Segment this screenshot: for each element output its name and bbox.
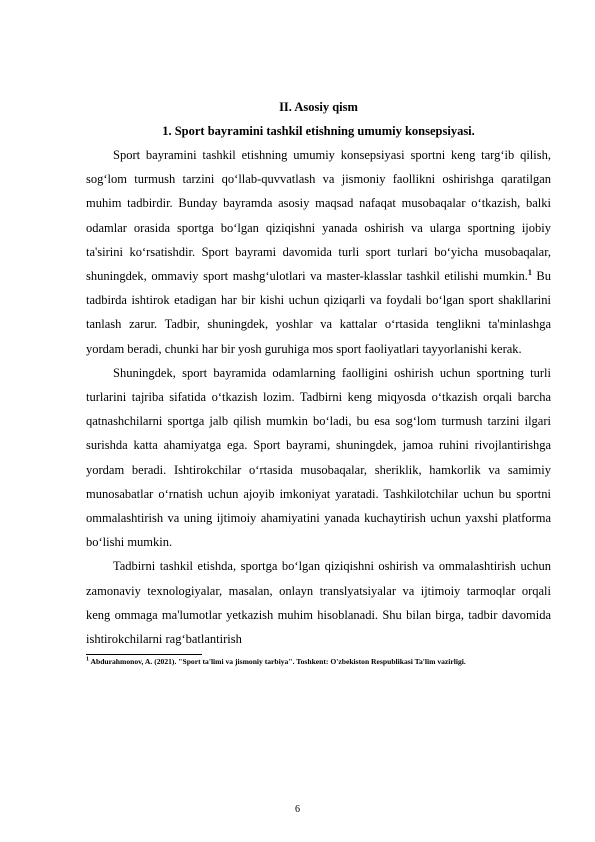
paragraph-1-continuation: Bu tadbirda ishtirok etadigan har bir kishi uchun qiziqarli va foydali bo‘lgan sport shakllarini tanlash zarur. Tadbir, shuningdek, yoshlar va kattalar o‘rtasida tenglikni ta'minlashga yordam beradi, chunki har bir yosh guruhiga mos sport faoliyatlari tayyorlanishi kerak. — [86, 269, 551, 356]
page-number: 6 — [295, 804, 300, 815]
paragraph-1 — [86, 143, 551, 361]
footnote-mark: 1 — [86, 656, 89, 663]
footnote-reference[interactable]: 1 — [527, 267, 532, 277]
paragraph-1-text: Sport bayramini tashkil etishning umumiy konsepsiyasi sportni keng targ‘ib qilish, sog‘lom turmush tarzini qo‘llab-quvvatlash va jismoniy faollikni oshirishga qaratilgan muhim tadbirdir. Bunday bayramda asosiy maqsad nafaqat musobaqalar o‘tkazish, balki odamlar orasida sportga bo‘lgan qiziqishni yanada oshirish va ularga sportning ijobiy ta'sirini ko‘rsatishdir. Sport bayrami davomida turli sport turlari bo‘yicha musobaqalar, shuningdek, ommaviy sport mashg‘ulotlari va master-klasslar tashkil etilishi mumkin. — [86, 148, 551, 284]
part-title: II. Asosiy qism — [279, 100, 358, 114]
footnote — [86, 655, 551, 669]
paragraph-2: Shuningdek, sport bayramida odamlarning faolligini oshirish uchun sportning turli turlarini tajriba sifatida o‘tkazish lozim. Tadbirni keng miqyosda o‘tkazish orqali barcha qatnashchilarni sportga jalb qilish mumkin bo‘ladi, bu esa sog‘lom turmush tarzini ilgari surishda katta ahamiyatga ega. Sport bayrami, shuningdek, jamoa ruhini rivojlantirishga yordam beradi. Ishtirokchilar o‘rtasida musobaqalar, sheriklik, hamkorlik va samimiy munosabatlar o‘rnatish uchun ajoyib imkoniyat yaratadi. Tashkilotchilar uchun bu sportni ommalashtirish va uning ijtimoiy ahamiyatini yanada kuchaytirish uchun yaxshi platforma bo‘lishi mumkin. — [86, 365, 551, 550]
body-text — [86, 143, 551, 651]
paragraph-3: Tadbirni tashkil etishda, sportga bo‘lgan qiziqishni oshirish va ommalashtirish uchun zamonaviy texnologiyalar, masalan, onlayn translyatsiyalar va ijtimoiy tarmoqlar orqali keng ommaga ma'lumotlar yetkazish muhim hisoblanadi. Shu bilan birga, tadbir davomida ishtirokchilarni rag‘batlantirish — [86, 559, 551, 647]
document-page — [86, 95, 551, 669]
footnote-text: Abdurahmonov, A. (2021). "Sport ta'limi va jismoniy tarbiya". Toshkent: O'zbekiston Respublikasi Ta'lim vazirligi. — [90, 657, 466, 667]
section-subtitle: 1. Sport bayramini tashkil etishning umumiy konsepsiyasi. — [162, 124, 475, 138]
